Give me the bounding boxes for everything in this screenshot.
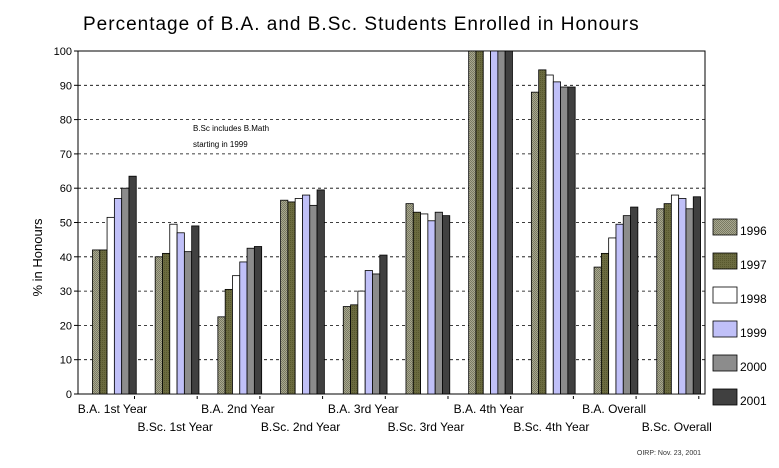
bar	[469, 51, 476, 394]
bar	[631, 207, 638, 394]
legend-swatch	[713, 389, 737, 405]
bar	[435, 212, 442, 394]
bar	[616, 224, 623, 394]
bar	[546, 75, 553, 394]
bar	[568, 87, 575, 394]
bar	[671, 195, 678, 394]
x-tick-label: B.Sc. 4th Year	[513, 420, 590, 434]
bar	[686, 209, 693, 394]
bar	[601, 253, 608, 394]
bar	[343, 307, 350, 394]
bar	[358, 291, 365, 394]
bar	[92, 250, 99, 394]
x-tick-label: B.Sc. Overall	[641, 420, 712, 434]
bar	[372, 274, 379, 394]
bar	[225, 289, 232, 394]
legend-label: 1997	[740, 258, 767, 272]
legend-swatch	[713, 321, 737, 337]
bar	[505, 51, 512, 394]
chart-title: Percentage of B.A. and B.Sc. Students Enrolled in Honours	[83, 14, 640, 35]
y-tick-label: 20	[59, 320, 72, 333]
bar	[657, 209, 664, 394]
bar	[122, 188, 129, 394]
bar	[594, 267, 601, 394]
legend-swatch	[713, 219, 737, 235]
chart-footer: OIRP: Nov. 23, 2001	[636, 450, 701, 457]
bar	[310, 205, 317, 394]
bar	[351, 305, 358, 394]
bar	[664, 204, 671, 394]
bar	[288, 202, 295, 394]
y-tick-label: 90	[59, 80, 72, 93]
bar	[240, 262, 247, 394]
bar	[295, 198, 302, 394]
x-tick-label: B.A. 3rd Year	[327, 402, 399, 416]
bar	[254, 247, 261, 394]
bar	[442, 216, 449, 394]
bar	[192, 226, 199, 394]
bar	[302, 195, 309, 394]
legend-swatch	[713, 287, 737, 303]
y-tick-label: 0	[65, 389, 72, 401]
bar	[693, 197, 700, 394]
bar	[531, 92, 538, 394]
y-tick-label: 80	[59, 114, 72, 127]
bar	[413, 212, 420, 394]
bar	[155, 257, 162, 394]
x-tick-label: B.Sc. 3rd Year	[387, 420, 465, 434]
bar	[561, 87, 568, 394]
bar	[184, 252, 191, 394]
bar	[281, 200, 288, 394]
y-tick-label: 30	[59, 286, 72, 299]
bar	[679, 198, 686, 394]
x-tick-label: B.A. 4th Year	[453, 402, 524, 416]
bar	[100, 250, 107, 394]
bar	[406, 204, 413, 394]
x-tick-label: B.A. 2nd Year	[201, 402, 275, 416]
bar	[623, 216, 630, 394]
bar	[218, 317, 225, 394]
bar	[162, 253, 169, 394]
bar	[114, 198, 121, 394]
annotation-text: B.Sc includes B.Math	[193, 124, 270, 133]
bar	[553, 82, 560, 394]
legend-swatch	[713, 355, 737, 371]
legend-label: 1996	[740, 224, 767, 238]
bar	[428, 221, 435, 394]
bar	[421, 214, 428, 394]
y-tick-label: 100	[53, 46, 72, 58]
y-axis-label: % in Honours	[30, 218, 45, 297]
bar	[317, 190, 324, 394]
bar	[380, 255, 387, 394]
legend-label: 2001	[740, 394, 767, 408]
bar	[498, 51, 505, 394]
x-tick-label: B.A. 1st Year	[77, 402, 148, 416]
x-tick-label: B.Sc. 2nd Year	[260, 420, 341, 434]
x-tick-label: B.Sc. 1st Year	[137, 420, 213, 434]
legend-swatch	[713, 253, 737, 269]
bar	[129, 176, 136, 394]
y-tick-label: 70	[59, 148, 72, 161]
y-tick-label: 50	[59, 217, 72, 230]
bar	[609, 238, 616, 394]
x-tick-label: B.A. Overall	[582, 402, 647, 416]
legend-label: 1999	[740, 326, 767, 340]
y-tick-label: 10	[59, 354, 72, 367]
bar	[491, 51, 498, 394]
bar	[177, 233, 184, 394]
annotation-text: starting in 1999	[193, 140, 248, 149]
legend-label: 2000	[740, 360, 767, 374]
bar	[107, 217, 114, 394]
bar	[232, 276, 239, 394]
legend-label: 1998	[740, 292, 767, 306]
bar	[539, 70, 546, 394]
bar	[483, 51, 490, 394]
bar	[170, 224, 177, 394]
bar	[476, 51, 483, 394]
y-tick-label: 60	[59, 183, 72, 196]
bar	[365, 271, 372, 394]
y-tick-label: 40	[59, 251, 72, 264]
bar	[247, 248, 254, 394]
